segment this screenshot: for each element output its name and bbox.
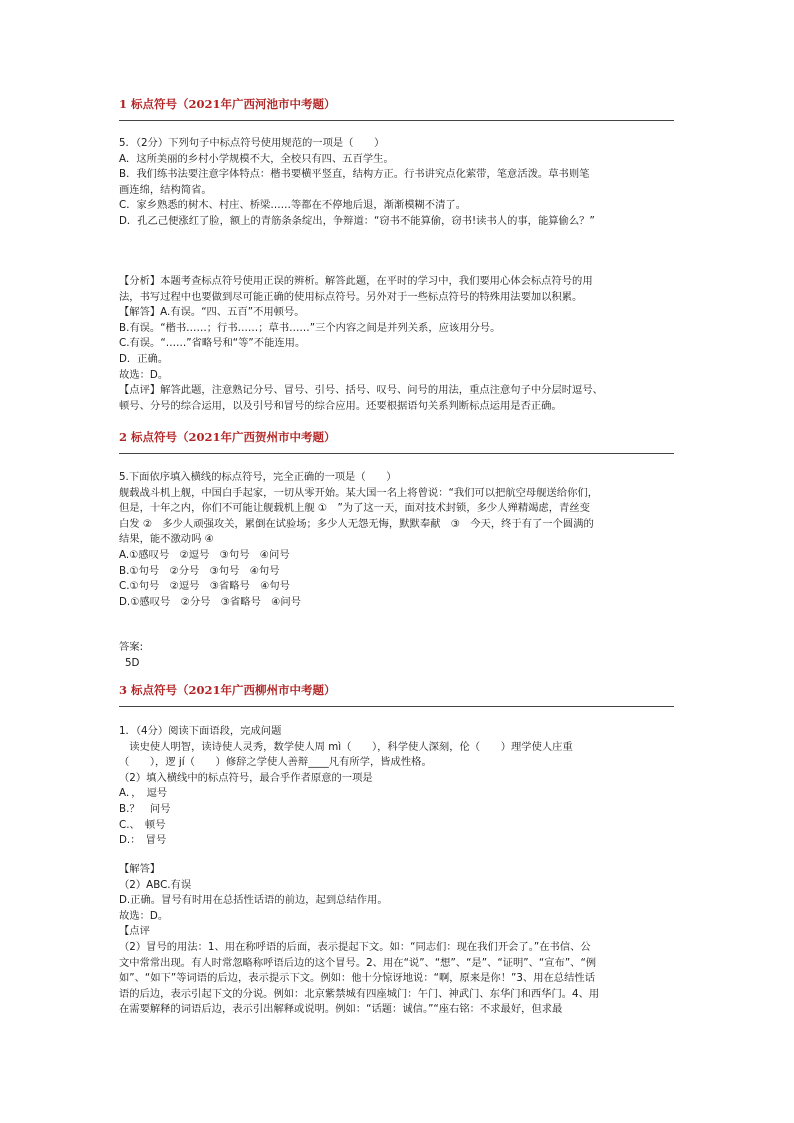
question-line: A．这所美丽的乡村小学规模不大，全校只有四、五百学生。 [119, 152, 394, 165]
option-line: C.①句号 ②逗号 ③省略号 ④句号 [119, 580, 290, 593]
question-line: 白发 ② 多少人顽强攻关，累倒在试验场；多少人无怨无悔，默默奉献 ③ 今天，终于有了一个圆满的 [119, 517, 594, 530]
section-2-divider [119, 453, 674, 454]
question-line: B．我们练书法要注意字体特点：楷书要横平竖直，结构方正。行书讲究点化萦带，笔意活泼。草书则笔 [119, 168, 590, 181]
question-line: 舰载战斗机上舰，中国白手起家，一切从零开始。某大国一名上将曾说：“我们可以把航空母舰送给你们， [119, 486, 598, 499]
question-line: 5．（2分）下列句子中标点符号使用规范的一项是（ ） [119, 137, 385, 149]
section-1-title: 1 标点符号（2021年广西河池市中考题） [119, 97, 336, 111]
section-1-divider [119, 120, 674, 121]
answer-line: 语的后边，表示引起下文的分说。例如：北京紫禁城有四座城门：午门、神武门、东华门和西华门。4、用 [119, 987, 600, 1000]
option-line: C.、 顿号 [119, 818, 166, 831]
option-line: D.： 冒号 [119, 834, 167, 847]
section-2-question [119, 470, 679, 610]
question-line: （ ），逻 jí（ ）修辞之学使人善辩____凡有所学，皆成性格。 [119, 756, 432, 769]
analysis-line: 故选：D。 [119, 368, 169, 381]
question-line: 结果，能不激动吗 ④ [119, 533, 214, 546]
analysis-line: 法，书写过程中也要做到尽可能正确的使用标点符号。另外对于一些标点符号的特殊用法要加以积累。 [119, 290, 583, 303]
answer-line: 如”、“如下”等词语的后边，表示提示下文。例如：他十分惊讶地说：“啊，原来是你！”3、用在总结性话 [119, 972, 595, 985]
question-line: C．家乡熟悉的树木、村庄、桥梁……等都在不停地后退，渐渐模糊不清了。 [119, 199, 466, 212]
section-3-divider [119, 706, 674, 707]
analysis-line: 【点评】解答此题，注意熟记分号、冒号、引号、括号、叹号、问号的用法，重点注意句子中分层时逗号、 [119, 384, 603, 397]
question-line: D．孔乙己便涨红了脸，额上的青筋条条绽出，争辩道：“窃书不能算偷，窃书!读书人的事，能算偷么？” [119, 214, 595, 227]
answer-line: （2）ABC.有误 [119, 878, 192, 891]
question-line: 1．（4分）阅读下面语段，完成问题 [119, 725, 282, 737]
analysis-line: B.有误。“楷书……；行书……；草书……”三个内容之间是并列关系，应该用分号。 [119, 321, 501, 334]
question-line: （2）填入横线中的标点符号，最合乎作者原意的一项是 [119, 771, 373, 784]
answer-line: D.正确。冒号有时用在总括性话语的前边，起到总结作用。 [119, 894, 388, 907]
option-line: D.①感叹号 ②分号 ③省略号 ④问号 [119, 595, 301, 608]
question-line: 但是，十年之内，你们不可能让舰载机上舰 ① ”为了这一天，面对技术封锁，多少人殚精竭虑，青丝变 [119, 502, 590, 515]
analysis-line: 【分析】本题考查标点符号使用正误的辨析。解答此题，在平时的学习中，我们要用心体会标点符号的用 [119, 275, 593, 287]
analysis-line: 【解答】A.有误。“四、五百”不用顿号。 [119, 306, 305, 319]
question-line: 画连绵，结构简省。 [119, 183, 212, 196]
section-3-question [119, 724, 679, 849]
answer-line: （2）冒号的用法：1、用在称呼语的后面，表示提起下文。如：“同志们：现在我们开会了。”在书信、公 [119, 940, 591, 953]
answer-line: 在需要解释的词语后边，表示引出解释或说明。例如：“话题：诚信。”“座右铭：不求最好，但求最 [119, 1003, 563, 1016]
section-1-analysis [119, 274, 679, 414]
option-line: A．， 逗号 [119, 787, 168, 800]
answer-line: 【点评 [119, 925, 150, 938]
option-line: A.①感叹号 ②逗号 ③句号 ④问号 [119, 548, 290, 561]
option-line: B.？ 问号 [119, 802, 171, 815]
answer-line: 故选：D。 [119, 909, 169, 922]
analysis-line: 顿号、分号的综合运用，以及引号和冒号的综合应用。还要根据语句关系判断标点运用是否正确。 [119, 399, 562, 412]
option-line: B.①句号 ②分号 ③句号 ④句号 [119, 564, 280, 577]
section-3-title: 3 标点符号（2021年广西柳州市中考题） [119, 683, 336, 697]
answer-line: 【解答】 [119, 863, 161, 875]
answer-label: 答案: [119, 641, 144, 653]
analysis-line: C.有误。“……”省略号和“等”不能连用。 [119, 337, 306, 350]
question-line: 5.下面依序填入横线的标点符号，完全正确的一项是（ ） [119, 471, 397, 483]
section-3-answer [119, 862, 679, 1018]
answer-value: 5D [125, 656, 140, 669]
section-2-answer [119, 640, 679, 671]
section-1-question [119, 136, 679, 230]
answer-line: 文中常常出现。有人时常忽略称呼语后边的这个冒号。2、用在“说”、“想”、“是”、“证明”、“宣布”、“例 [119, 956, 597, 969]
analysis-line: D．正确。 [119, 352, 169, 365]
section-2-title: 2 标点符号（2021年广西贺州市中考题） [119, 430, 336, 444]
question-line: 读史使人明智，读诗使人灵秀，数学使人周 mì（ ），科学使人深刻，伦（ ）理学使人庄重 [119, 740, 573, 753]
